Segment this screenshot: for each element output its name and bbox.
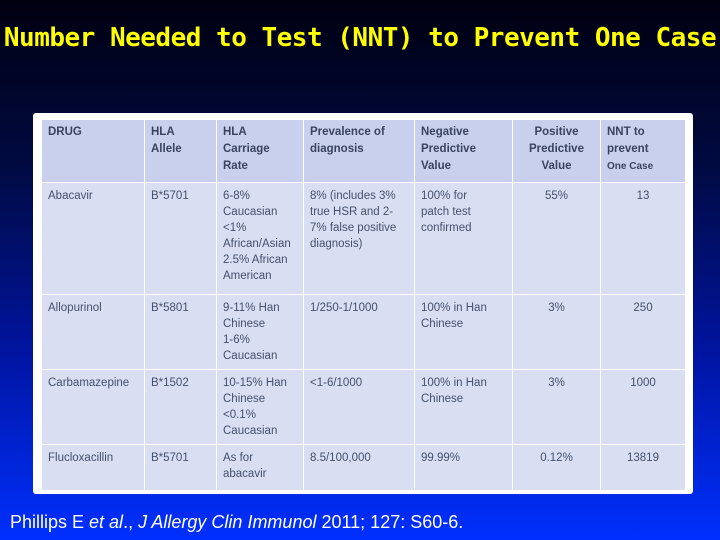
cell-prevalence: 1/250-1/1000 xyxy=(304,295,415,370)
cell-prevalence: <1-6/1000 xyxy=(304,370,415,445)
cell-nnt: 13 xyxy=(601,183,686,295)
citation-sep: ., xyxy=(123,512,139,532)
table-header-row xyxy=(42,120,686,183)
header-nnt xyxy=(601,120,686,183)
nnt-table xyxy=(41,119,686,491)
cell-ppv: 0.12% xyxy=(513,445,601,491)
citation-authors: Phillips E xyxy=(10,512,90,532)
cell-ppv: 55% xyxy=(513,183,601,295)
citation-journal: J Allergy Clin Immunol xyxy=(138,512,317,532)
cell-npv: 100% for patch test confirmed xyxy=(415,183,513,295)
slide-title: Number Needed to Test (NNT) to Prevent One Case xyxy=(3,23,717,53)
cell-carriage: 10-15% Han Chinese <0.1% Caucasian xyxy=(217,370,304,445)
cell-npv: 99.99% xyxy=(415,445,513,491)
citation-etal: et al xyxy=(89,512,124,532)
cell-drug: Flucloxacillin xyxy=(42,445,145,491)
cell-allele: B*5701 xyxy=(145,445,217,491)
cell-prevalence: 8.5/100,000 xyxy=(304,445,415,491)
cell-ppv: 3% xyxy=(513,295,601,370)
cell-carriage: 6-8% Caucasian <1% African/Asian 2.5% African American xyxy=(217,183,304,295)
cell-nnt: 13819 xyxy=(601,445,686,491)
header-hla-allele: HLA Allele xyxy=(145,120,217,183)
cell-allele: B*5701 xyxy=(145,183,217,295)
cell-nnt: 1000 xyxy=(601,370,686,445)
cell-carriage: 9-11% Han Chinese 1-6% Caucasian xyxy=(217,295,304,370)
cell-npv: 100% in Han Chinese xyxy=(415,295,513,370)
cell-allele: B*5801 xyxy=(145,295,217,370)
cell-ppv: 3% xyxy=(513,370,601,445)
header-drug: DRUG xyxy=(42,120,145,183)
nnt-table-panel xyxy=(33,113,693,494)
header-ppv: Positive Predictive Value xyxy=(513,120,601,183)
citation-details: 2011; 127: S60-6. xyxy=(316,512,464,532)
cell-npv: 100% in Han Chinese xyxy=(415,370,513,445)
cell-nnt: 250 xyxy=(601,295,686,370)
cell-prevalence: 8% (includes 3% true HSR and 2- 7% false positive diagnosis) xyxy=(304,183,415,295)
header-nnt-label: NNT to prevent xyxy=(607,126,649,155)
header-nnt-sub: One Case xyxy=(607,161,654,172)
cell-allele: B*1502 xyxy=(145,370,217,445)
cell-drug: Allopurinol xyxy=(42,295,145,370)
cell-drug: Abacavir xyxy=(42,183,145,295)
table-row xyxy=(42,183,686,295)
cell-carriage: As for abacavir xyxy=(217,445,304,491)
table-row xyxy=(42,295,686,370)
header-prevalence: Prevalence of diagnosis xyxy=(304,120,415,183)
cell-drug: Carbamazepine xyxy=(42,370,145,445)
table-row xyxy=(42,445,686,491)
citation xyxy=(10,512,463,533)
header-npv: Negative Predictive Value xyxy=(415,120,513,183)
header-hla-carriage-rate: HLA Carriage Rate xyxy=(217,120,304,183)
table-row xyxy=(42,370,686,445)
